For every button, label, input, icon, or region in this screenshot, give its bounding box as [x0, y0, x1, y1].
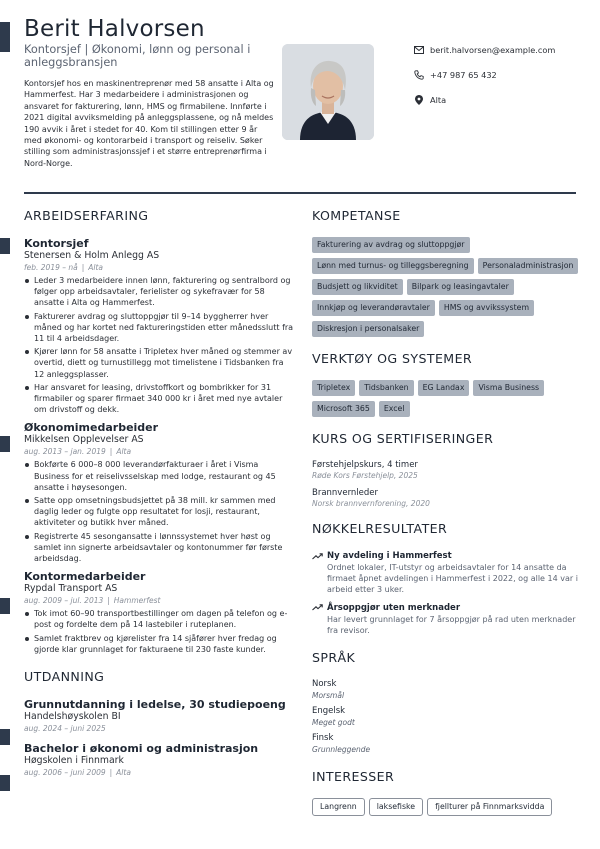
course-entry [312, 460, 582, 481]
job-bullets [24, 459, 294, 564]
job-bullets [24, 608, 294, 655]
job-bullets [24, 275, 294, 415]
tool-tag: EG Landax [418, 380, 470, 396]
tool-tag: Visma Business [473, 380, 544, 396]
profile-photo [282, 44, 374, 140]
result-desc: Ordnet lokaler, IT-utstyr og arbeidsavtaler for 14 ansatte da firmaet åpnet avdelingen i Hammerfest i 2022, og alle 14 var i arbeid etter 3 uker. [327, 563, 578, 595]
languages-heading: SPRÅK [312, 650, 356, 666]
courses-list [312, 460, 582, 509]
job-bullet: Har ansvaret for leasing, drivstoffkort og bombrikker for 31 firmabiler og sparer firmaet 340 000 kr i året med nye avtaler om drivstoff og dekk. [24, 382, 294, 416]
experience-heading: ARBEIDSERFARING [24, 208, 149, 223]
job-bullet: Kjører lønn for 58 ansatte i Tripletex hver måned og stemmer av overtid, diett og turnustillegg mot timelistene i Tidsbanken fra 12 anleggsplasser. [24, 346, 294, 380]
course-entry [312, 488, 582, 509]
result-title-row [312, 550, 582, 562]
language-entry [312, 706, 582, 728]
accent-bar-edu-2 [0, 775, 10, 791]
job-entry [24, 421, 294, 564]
header-divider [24, 192, 576, 194]
languages-list [312, 679, 582, 755]
trend-up-icon [312, 553, 323, 560]
tools-heading: VERKTØY OG SYSTEMER [312, 351, 473, 366]
results-list [312, 550, 582, 636]
job-location: Alta [116, 447, 132, 457]
result-title-row [312, 602, 582, 614]
language-name: Engelsk [312, 706, 346, 717]
profile-summary: Kontorsjef hos en maskinentreprenør med 58 ansatte i Alta og Hammerfest. Har 3 medarbeidere i administrasjonen og ansvaret for fakturering, lønn, HMS og firmabilene. Innførte i 2021 digital avviksmelding på anleggsplassene, og nå meldes 190 avvik i året i stedet for 40. Kom til stillingen etter 9 år med økonomi- og kontorarbeid i transport og reiseliv. Søker stilling som administrasjonssjef i et større entreprenørfirma i Nord-Norge. [24, 79, 274, 168]
interest-tag: fjellturer på Finnmarksvidda [427, 798, 552, 816]
education-school: Handelshøyskolen BI [24, 711, 121, 723]
result-title: Ny avdeling i Hammerfest [327, 551, 452, 561]
education-entry [24, 742, 294, 778]
skill-tag: Budsjett og likviditet [312, 279, 403, 295]
result-desc: Har levert grunnlaget for 7 årsoppgjør på rad uten merknader fra revisor. [327, 614, 576, 635]
job-company: Mikkelsen Opplevelser AS [24, 434, 144, 446]
education-meta: aug. 2006 – juni 2009 | Alta [24, 768, 131, 778]
education-school: Høgskolen i Finnmark [24, 755, 124, 767]
result-entry [312, 602, 582, 636]
job-location: Alta [88, 263, 104, 272]
interest-tag: Langrenn [312, 798, 365, 816]
language-entry [312, 679, 582, 701]
accent-bar-job-3 [0, 598, 10, 614]
job-bullet: Registrerte 45 sesongansatte i lønnssystemet hver høst og samlet inn signerte arbeidsavtaler og kontonummer før første arbeidsdag. [24, 531, 294, 565]
education-title: Grunnutdanning i ledelse, 30 studiepoeng [24, 698, 286, 712]
skills-tags [312, 237, 582, 337]
location-pin-icon [414, 95, 424, 105]
skills-heading: KOMPETANSE [312, 208, 401, 223]
results-heading: NØKKELRESULTATER [312, 521, 448, 536]
accent-bar-job-1 [0, 238, 10, 254]
job-dates: aug. 2009 – jul. 2013 [24, 596, 104, 606]
person-name: Berit Halvorsen [24, 16, 205, 42]
email-text: berit.halvorsen@example.com [430, 45, 556, 55]
right-column [312, 208, 582, 830]
tool-tag: Tidsbanken [359, 380, 413, 396]
course-org: Norsk brannvernforening, 2020 [312, 499, 430, 508]
language-level: Morsmål [312, 691, 345, 701]
phone-icon [414, 70, 424, 80]
courses-heading: KURS OG SERTIFISERINGER [312, 431, 494, 446]
job-meta: aug. 2013 – jan. 2019 | Alta [24, 447, 132, 457]
skill-tag: HMS og avvikssystem [439, 300, 534, 316]
left-column [24, 208, 294, 786]
language-level: Meget godt [312, 718, 355, 728]
contact-email[interactable] [414, 44, 584, 56]
course-org: Røde Kors Førstehjelp, 2025 [312, 471, 418, 480]
tool-tag: Excel [379, 401, 410, 417]
portrait-image [282, 44, 374, 140]
job-bullet: Satte opp omsetningsbudsjettet på 38 mill. kr sammen med daglig leder og fulgte opp resultatet for losji, restaurant, aktiviteter og butikk hver måned. [24, 495, 294, 529]
job-entry [24, 570, 294, 655]
skill-tag: Bilpark og leasingavtaler [407, 279, 514, 295]
job-bullet: Fakturerer avdrag og sluttoppgjør til 9–14 byggherrer hver måned og har kortet ned faktureringstiden etter månedsslutt fra 11 til 4 arbeidsdager. [24, 311, 294, 345]
job-role: Kontormedarbeider [24, 570, 146, 584]
course-name: Brannvernleder [312, 488, 379, 498]
job-dates: aug. 2013 – jan. 2019 [24, 447, 106, 457]
contact-block [414, 44, 584, 119]
interests-tags [312, 798, 582, 816]
job-meta: aug. 2009 – jul. 2013 | Hammerfest [24, 596, 161, 606]
result-entry [312, 550, 582, 596]
trend-up-icon [312, 604, 323, 611]
accent-bar-edu-1 [0, 729, 10, 745]
job-bullet: Bokførte 6 000–8 000 leverandørfakturaer i året i Visma Business for et reiselivsselskap med lodge, restaurant og 45 ansatte i høysesongen. [24, 459, 294, 493]
job-bullet: Leder 3 medarbeidere innen lønn, fakturering og sentralbord og følger opp arbeidsavtaler, ferielister og sykefravær for 58 ansatte i Alta og Hammerfest. [24, 275, 294, 309]
job-role: Økonomimedarbeider [24, 421, 159, 435]
education-entry [24, 698, 294, 734]
job-company: Rypdal Transport AS [24, 583, 118, 595]
job-bullet: Tok imot 60–90 transportbestillinger om dagen på telefon og e-post og fordelte dem på 14 lastebiler i ruteplanen. [24, 608, 294, 630]
phone-text: +47 987 65 432 [430, 70, 497, 80]
education-heading: UTDANNING [24, 669, 105, 685]
tool-tag: Microsoft 365 [312, 401, 375, 417]
interests-heading: INTERESSER [312, 769, 395, 785]
contact-location [414, 94, 584, 106]
location-text: Alta [430, 95, 447, 105]
skill-tag: Diskresjon i personalsaker [312, 321, 424, 337]
tools-tags [312, 380, 582, 417]
contact-phone[interactable] [414, 69, 584, 81]
language-level: Grunnleggende [312, 745, 371, 755]
education-title: Bachelor i økonomi og administrasjon [24, 742, 259, 756]
course-name: Førstehjelpskurs, 4 timer [312, 460, 418, 470]
tool-tag: Tripletex [312, 380, 355, 396]
job-company: Stenersen & Holm Anlegg AS [24, 250, 160, 261]
education-location: Alta [116, 768, 131, 778]
professional-title: Kontorsjef | Økonomi, lønn og personal i anleggsbransjen [24, 43, 251, 69]
mail-icon [414, 45, 424, 55]
accent-bar-header [0, 22, 10, 52]
job-role: Kontorsjef [24, 237, 89, 250]
job-bullet: Samlet fraktbrev og kjørelister fra 14 sjåfører hver fredag og gjorde klar grunnlaget for fakturaene til 230 faste kunder. [24, 633, 294, 655]
language-entry [312, 733, 582, 755]
skill-tag: Personaladministrasjon [478, 258, 579, 274]
skill-tag: Lønn med turnus- og tilleggsberegning [312, 258, 474, 274]
education-dates: aug. 2024 – juni 2025 [24, 724, 106, 734]
skill-tag: Innkjøp og leverandøravtaler [312, 300, 435, 316]
job-entry [24, 237, 294, 415]
language-name: Norsk [312, 679, 337, 690]
skill-tag: Fakturering av avdrag og sluttoppgjør [312, 237, 470, 253]
accent-bar-job-2 [0, 436, 10, 452]
job-location: Hammerfest [113, 596, 161, 606]
interest-tag: laksefiske [369, 798, 423, 816]
result-title: Årsoppgjør uten merknader [327, 602, 461, 613]
job-meta: feb. 2019 – nå | Alta [24, 263, 104, 272]
resume-header [24, 16, 580, 186]
education-dates: aug. 2006 – juni 2009 [24, 768, 106, 778]
job-dates: feb. 2019 – nå [24, 263, 78, 272]
language-name: Finsk [312, 733, 334, 744]
